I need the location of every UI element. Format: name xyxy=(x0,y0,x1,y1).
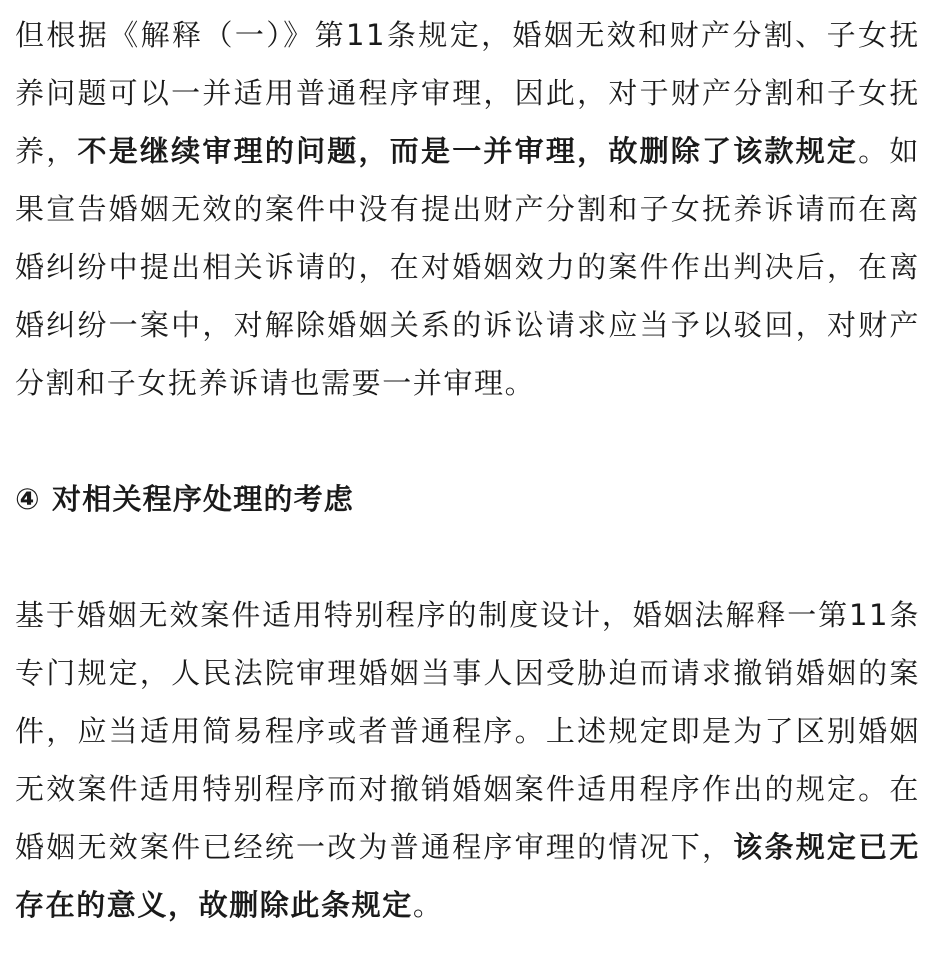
paragraph-text: 但根据《解释（一）》第11条规定，婚姻无效和财产分割、子女抚养问题可以一并适用普通程序审理，因此，对于财产分割和子女抚养， xyxy=(15,18,920,168)
paragraph-spacer xyxy=(15,412,920,470)
paragraph-text: 。如果宣告婚姻无效的案件中没有提出财产分割和子女抚养诉请而在离婚纠纷中提出相关诉请的，在对婚姻效力的案件作出判决后，在离婚纠纷一案中，对解除婚姻关系的诉讼请求应当予以驳回，对财产分割和子女抚养诉请也需要一并审理。 xyxy=(15,134,921,400)
paragraph-bold-text: 该条规定已无存在的意义，故删除此条规定 xyxy=(15,830,920,922)
paragraph-text: 。 xyxy=(412,888,444,922)
paragraph-annulment-joint-trial xyxy=(15,6,920,412)
document-page xyxy=(15,0,920,934)
paragraph-spacer xyxy=(15,528,920,586)
paragraph-bold-text: 不是继续审理的问题，而是一并审理，故删除了该款规定 xyxy=(77,134,859,168)
paragraph-text: 基于婚姻无效案件适用特别程序的制度设计，婚姻法解释一第11条专门规定，人民法院审理婚姻当事人因受胁迫而请求撤销婚姻的案件，应当适用简易程序或者普通程序。上述规定即是为了区别婚姻无效案件适用特别程序而对撤销婚姻案件适用程序作出的规定。在婚姻无效案件已经统一改为普通程序审理的情况下， xyxy=(15,598,920,864)
section-heading: ④ 对相关程序处理的考虑 xyxy=(15,482,355,516)
paragraph-procedure-consideration xyxy=(15,586,920,934)
